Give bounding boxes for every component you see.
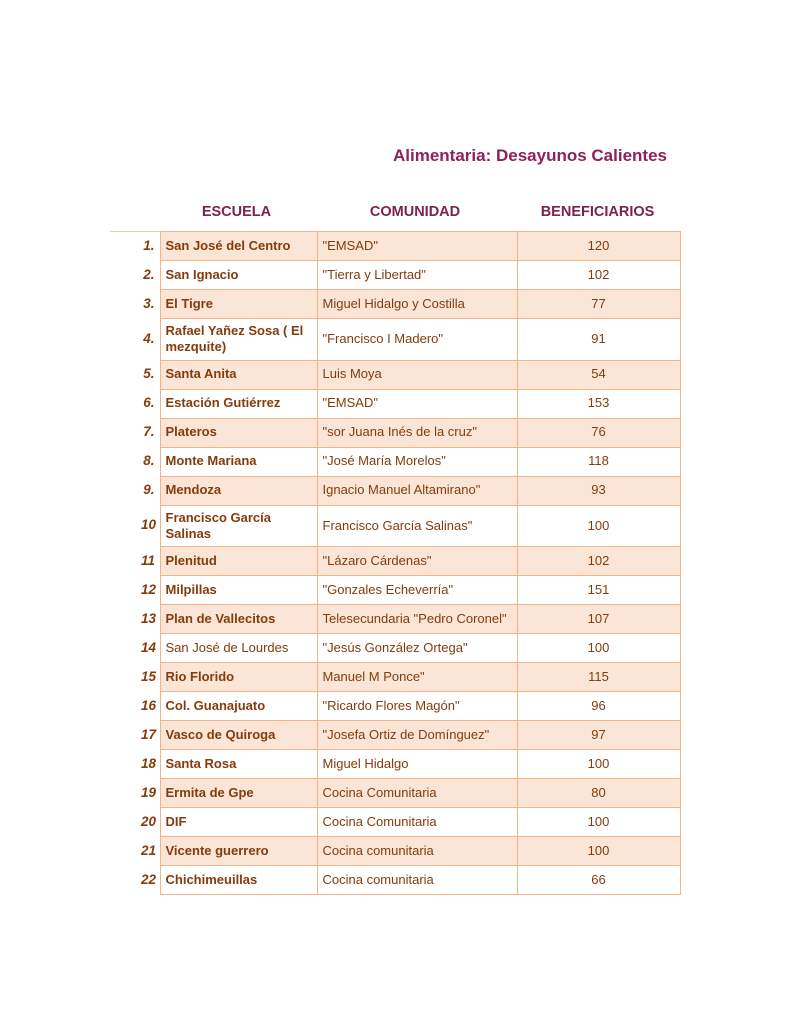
row-number: 5. [136,360,160,389]
cell-escuela: San José del Centro [160,232,317,261]
cell-beneficiarios: 66 [517,866,680,895]
cell-escuela: Plateros [160,418,317,447]
cell-beneficiarios: 118 [517,447,680,476]
table-row [136,418,680,447]
cell-beneficiarios: 100 [517,837,680,866]
cell-comunidad: "Gonzales Echeverría" [317,576,517,605]
cell-beneficiarios: 100 [517,634,680,663]
cell-escuela: Plenitud [160,547,317,576]
row-number: 7. [136,418,160,447]
cell-beneficiarios: 93 [517,476,680,505]
column-header-escuela: ESCUELA [201,204,272,220]
cell-comunidad: Cocina Comunitaria [317,808,517,837]
cell-beneficiarios: 102 [517,261,680,290]
row-number: 1. [136,232,160,261]
cell-escuela: Milpillas [160,576,317,605]
cell-beneficiarios: 100 [517,750,680,779]
table-row [136,261,680,290]
cell-beneficiarios: 76 [517,418,680,447]
table-row [136,779,680,808]
cell-escuela: Monte Mariana [160,447,317,476]
row-number: 14 [136,634,160,663]
cell-beneficiarios: 115 [517,663,680,692]
cell-escuela: Estación Gutiérrez [160,389,317,418]
cell-beneficiarios: 96 [517,692,680,721]
cell-beneficiarios: 107 [517,605,680,634]
cell-escuela: Plan de Vallecitos [160,605,317,634]
table-row [136,837,680,866]
cell-beneficiarios: 54 [517,360,680,389]
row-number: 10 [136,505,160,547]
table-row [136,389,680,418]
table-row [136,360,680,389]
row-number: 9. [136,476,160,505]
cell-beneficiarios: 100 [517,505,680,547]
table-row [136,319,680,361]
table-row [136,866,680,895]
cell-escuela: Ermita de Gpe [160,779,317,808]
table-row [136,447,680,476]
cell-escuela: El Tigre [160,290,317,319]
cell-comunidad: "Ricardo Flores Magón" [317,692,517,721]
table-row [136,605,680,634]
cell-comunidad: "EMSAD" [317,232,517,261]
row-number: 16 [136,692,160,721]
cell-comunidad: Miguel Hidalgo [317,750,517,779]
table-row [136,290,680,319]
cell-escuela: San José de Lourdes [160,634,317,663]
cell-comunidad: "Tierra y Libertad" [317,261,517,290]
row-number: 22 [136,866,160,895]
cell-escuela: Vasco de Quiroga [160,721,317,750]
beneficiaries-table [136,231,681,895]
cell-comunidad: "Lázaro Cárdenas" [317,547,517,576]
table-row [136,634,680,663]
cell-escuela: Chichimeuillas [160,866,317,895]
table-row [136,750,680,779]
cell-comunidad: "Francisco I Madero" [317,319,517,361]
table-row [136,232,680,261]
table-row [136,505,680,547]
cell-escuela: Vicente guerrero [160,837,317,866]
cell-escuela: Col. Guanajuato [160,692,317,721]
cell-comunidad: Manuel M Ponce" [317,663,517,692]
row-number: 4. [136,319,160,361]
cell-escuela: San Ignacio [160,261,317,290]
cell-comunidad: Francisco García Salinas" [317,505,517,547]
cell-escuela: Francisco García Salinas [160,505,317,547]
cell-comunidad: Telesecundaria "Pedro Coronel" [317,605,517,634]
cell-comunidad: "José María Morelos" [317,447,517,476]
cell-beneficiarios: 151 [517,576,680,605]
row-number: 19 [136,779,160,808]
table-body [136,232,680,895]
cell-beneficiarios: 153 [517,389,680,418]
row-number: 13 [136,605,160,634]
column-header-beneficiarios: BENEFICIARIOS [540,204,655,220]
row-number: 6. [136,389,160,418]
cell-beneficiarios: 77 [517,290,680,319]
row-number: 2. [136,261,160,290]
cell-beneficiarios: 91 [517,319,680,361]
cell-escuela: Santa Rosa [160,750,317,779]
table-row [136,663,680,692]
cell-comunidad: Miguel Hidalgo y Costilla [317,290,517,319]
cell-beneficiarios: 97 [517,721,680,750]
row-number: 21 [136,837,160,866]
cell-comunidad: "Josefa Ortiz de Domínguez" [317,721,517,750]
table-row [136,476,680,505]
column-header-comunidad: COMUNIDAD [369,204,461,220]
row-number: 8. [136,447,160,476]
cell-comunidad: "Jesús González Ortega" [317,634,517,663]
cell-comunidad: Luis Moya [317,360,517,389]
row-number: 20 [136,808,160,837]
row-number: 18 [136,750,160,779]
cell-escuela: Rio Florido [160,663,317,692]
cell-beneficiarios: 100 [517,808,680,837]
cell-escuela: DIF [160,808,317,837]
cell-comunidad: "EMSAD" [317,389,517,418]
table-row [136,547,680,576]
cell-beneficiarios: 80 [517,779,680,808]
table-row [136,721,680,750]
cell-comunidad: Cocina comunitaria [317,866,517,895]
cell-comunidad: Cocina comunitaria [317,837,517,866]
cell-comunidad: Cocina Comunitaria [317,779,517,808]
row-number: 17 [136,721,160,750]
table-row [136,576,680,605]
row-number: 3. [136,290,160,319]
row-number: 15 [136,663,160,692]
row-number: 12 [136,576,160,605]
cell-escuela: Santa Anita [160,360,317,389]
cell-comunidad: Ignacio Manuel Altamirano" [317,476,517,505]
page-title: Alimentaria: Desayunos Calientes [393,146,667,165]
cell-escuela: Mendoza [160,476,317,505]
cell-beneficiarios: 102 [517,547,680,576]
cell-escuela: Rafael Yañez Sosa ( El mezquite) [160,319,317,361]
table-row [136,692,680,721]
cell-beneficiarios: 120 [517,232,680,261]
row-number: 11 [136,547,160,576]
table-row [136,808,680,837]
cell-comunidad: "sor Juana Inés de la cruz" [317,418,517,447]
